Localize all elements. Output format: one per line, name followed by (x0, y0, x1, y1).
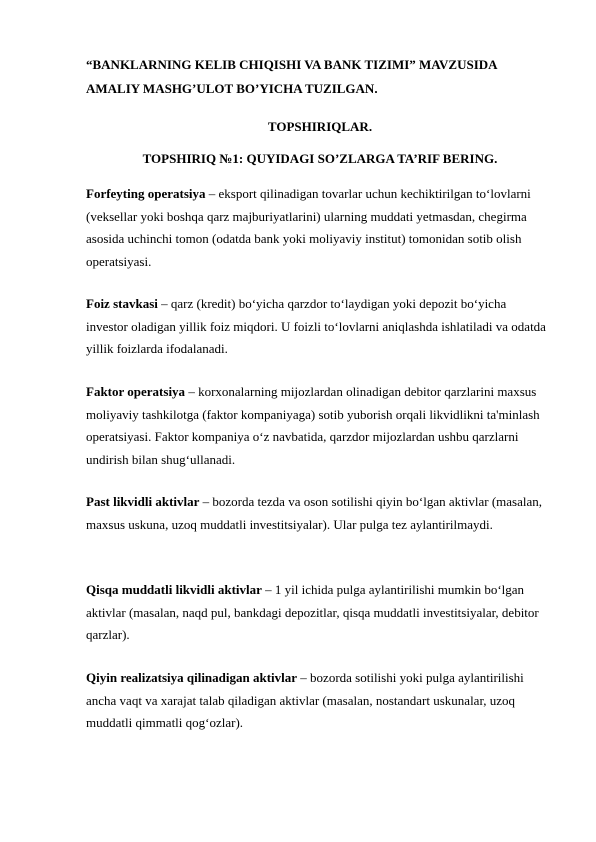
term-text: – bozorda sotilishi yoki pulga aylantirilishi ancha vaqt va xarajat talab qiladigan aktivlar (masalan, nostandart uskunalar, uzoq muddatli qimmatli qog‘ozlar). (86, 670, 524, 730)
term-definition-qiyin-realizatsiya (86, 667, 548, 735)
term-definition-foiz-stavkasi (86, 293, 548, 361)
term-name: Past likvidli aktivlar (86, 494, 200, 509)
term-text: – qarz (kredit) bo‘yicha qarzdor to‘laydigan yoki depozit bo‘yicha investor oladigan yillik foiz miqdori. U foizli to‘lovlarni aniqlashda ishlatiladi va odatda yillik foizlarda ifodalanadi. (86, 296, 546, 356)
term-definition-faktor (86, 381, 548, 471)
term-name: Forfeyting operatsiya (86, 186, 206, 201)
term-definition-qisqa-muddatli (86, 579, 548, 647)
term-text: – 1 yil ichida pulga aylantirilishi mumkin bo‘lgan aktivlar (masalan, naqd pul, bankdagi depozitlar, qisqa muddatli investitsiyalar, debitor qarzlar). (86, 582, 539, 642)
term-name: Foiz stavkasi (86, 296, 158, 311)
term-name: Qisqa muddatli likvidli aktivlar (86, 582, 262, 597)
heading-line-1: “BANKLARNING KELIB CHIQISHI VA BANK TIZIMI” MAVZUSIDA (86, 57, 498, 72)
term-text: – korxonalarning mijozlardan olinadigan debitor qarzlarini maxsus moliyaviy tashkilotga (faktor kompaniyaga) sotib yuborish orqali likvidlikni ta'minlash operatsiyasi. Faktor kompaniya o‘z navbatida, qarzdor mijozlardan ushbu qarzlarni undirish bilan shug‘ullanadi. (86, 384, 540, 467)
term-text: – bozorda tezda va oson sotilishi qiyin bo‘lgan aktivlar (masalan, maxsus uskuna, uzoq muddatli investitsiyalar). Ular pulga tez aylantirilmaydi. (86, 494, 543, 532)
tasks-title: TOPSHIRIQLAR. (267, 119, 373, 134)
heading-line-2: AMALIY MASHG’ULOT BO’YICHA TUZILGAN. (86, 81, 378, 96)
term-text: – eksport qilinadigan tovarlar uchun kechiktirilgan to‘lovlarni (veksellar yoki boshqa qarz majburiyatlarini) ularning muddati yetmasdan, chegirma asosida uchinchi tomon (odatda bank yoki moliyaviy institut) tomonidan sotib olish operatsiyasi. (86, 186, 531, 269)
term-name: Qiyin realizatsiya qilinadigan aktivlar (86, 670, 298, 685)
term-definition-past-likvidli (86, 491, 548, 536)
task1-title: TOPSHIRIQ №1: QUYIDAGI SO’ZLARGA TA’RIF BERING. (142, 151, 498, 166)
term-name: Faktor operatsiya (86, 384, 186, 399)
term-definition-forfeyting (86, 183, 548, 273)
document-heading (86, 53, 556, 101)
